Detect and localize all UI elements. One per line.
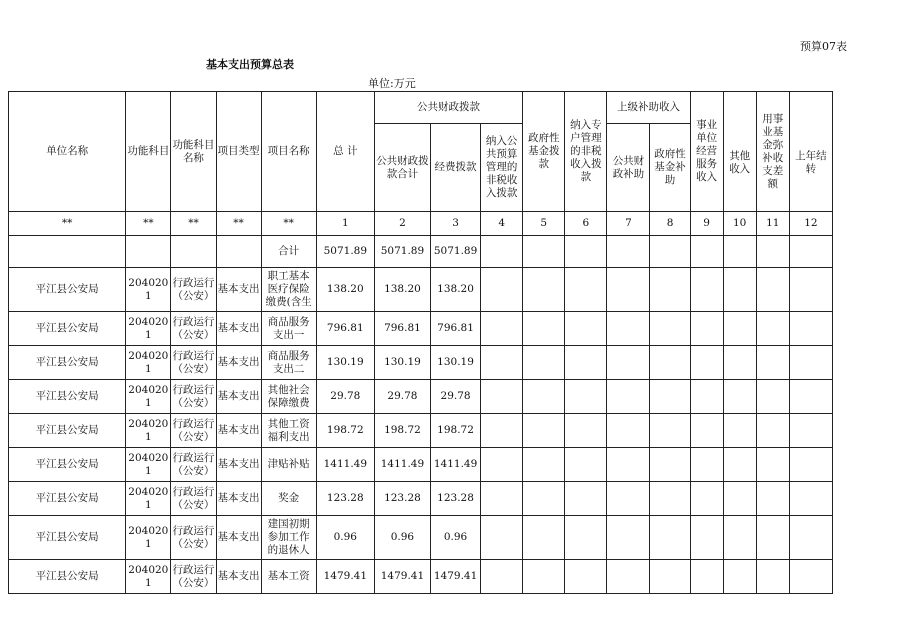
row-total: 130.19 — [316, 346, 374, 380]
table-row — [9, 448, 833, 482]
row-empty-cell — [565, 414, 607, 448]
row-item-type: 基本支出 — [216, 482, 261, 516]
header-unit-name: 单位名称 — [9, 92, 126, 212]
row-empty-cell — [789, 482, 832, 516]
row-empty-cell — [481, 346, 523, 380]
row-item-type: 基本支出 — [216, 380, 261, 414]
row-func-name: 行政运行（公安） — [171, 448, 216, 482]
row-empty-cell — [565, 312, 607, 346]
row-item-name: 职工基本医疗保险缴费(含生 — [261, 268, 316, 312]
form-number: 预算07表 — [800, 40, 847, 53]
row-empty-cell — [523, 448, 565, 482]
row-unit-name: 平江县公安局 — [9, 312, 126, 346]
total-amount: 5071.89 — [316, 236, 374, 268]
row-empty-cell — [565, 346, 607, 380]
row-item-type: 基本支出 — [216, 268, 261, 312]
row-op-fund: 1479.41 — [431, 560, 481, 594]
header-gov-fund: 政府性基金拨款 — [523, 92, 565, 212]
row-empty-cell — [723, 312, 756, 346]
row-total: 0.96 — [316, 516, 374, 560]
table-row — [9, 268, 833, 312]
row-op-fund: 0.96 — [431, 516, 481, 560]
index-cell: 10 — [723, 212, 756, 236]
row-empty-cell — [789, 448, 832, 482]
row-item-type: 基本支出 — [216, 560, 261, 594]
index-cell: ** — [216, 212, 261, 236]
row-empty-cell — [650, 448, 690, 482]
header-public-finance: 公共财政拨款 — [374, 92, 522, 124]
row-empty-cell — [481, 268, 523, 312]
header-item-name: 项目名称 — [261, 92, 316, 212]
table-row — [9, 346, 833, 380]
budget-table — [8, 91, 833, 594]
header-other-income: 其他收入 — [723, 92, 756, 212]
row-pf-total: 138.20 — [374, 268, 430, 312]
header-public-finance-total: 公共财政拨款合计 — [374, 124, 430, 212]
row-empty-cell — [523, 346, 565, 380]
row-item-type: 基本支出 — [216, 448, 261, 482]
page-title: 基本支出预算总表 — [206, 58, 294, 71]
row-empty-cell — [650, 560, 690, 594]
row-empty-cell — [565, 268, 607, 312]
row-empty-cell — [565, 560, 607, 594]
row-empty-cell — [481, 448, 523, 482]
row-empty-cell — [789, 346, 832, 380]
unit-label: 单位:万元 — [368, 77, 416, 90]
row-func-code: 2040201 — [126, 414, 171, 448]
row-empty-cell — [650, 380, 690, 414]
row-func-name: 行政运行（公安） — [171, 346, 216, 380]
row-empty-cell — [607, 414, 650, 448]
index-cell: 3 — [431, 212, 481, 236]
row-pf-total: 29.78 — [374, 380, 430, 414]
row-func-name: 行政运行（公安） — [171, 482, 216, 516]
header-func-code: 功能科目 — [126, 92, 171, 212]
row-func-name: 行政运行（公安） — [171, 560, 216, 594]
row-empty-cell — [481, 482, 523, 516]
row-total: 198.72 — [316, 414, 374, 448]
row-func-name: 行政运行（公安） — [171, 380, 216, 414]
row-empty-cell — [690, 560, 723, 594]
total-label: 合计 — [261, 236, 316, 268]
row-total: 29.78 — [316, 380, 374, 414]
table-row — [9, 414, 833, 448]
row-op-fund: 138.20 — [431, 268, 481, 312]
row-empty-cell — [565, 482, 607, 516]
row-empty-cell — [756, 312, 789, 346]
row-empty-cell — [481, 312, 523, 346]
row-unit-name: 平江县公安局 — [9, 380, 126, 414]
row-total: 796.81 — [316, 312, 374, 346]
row-unit-name: 平江县公安局 — [9, 516, 126, 560]
row-empty-cell — [650, 516, 690, 560]
index-cell: 7 — [607, 212, 650, 236]
row-empty-cell — [789, 312, 832, 346]
header-superior-subsidy: 上级补助收入 — [607, 92, 690, 124]
row-empty-cell — [723, 414, 756, 448]
row-func-name: 行政运行（公安） — [171, 312, 216, 346]
header-operating-fund: 经费拨款 — [431, 124, 481, 212]
row-empty-cell — [607, 560, 650, 594]
row-total: 123.28 — [316, 482, 374, 516]
index-cell: 2 — [374, 212, 430, 236]
index-cell: 8 — [650, 212, 690, 236]
row-empty-cell — [723, 268, 756, 312]
row-unit-name: 平江县公安局 — [9, 482, 126, 516]
row-empty-cell — [756, 414, 789, 448]
table-row — [9, 312, 833, 346]
row-empty-cell — [690, 312, 723, 346]
row-item-type: 基本支出 — [216, 516, 261, 560]
table-row — [9, 516, 833, 560]
row-item-type: 基本支出 — [216, 414, 261, 448]
row-op-fund: 198.72 — [431, 414, 481, 448]
header-prev-year: 上年结转 — [789, 92, 832, 212]
row-empty-cell — [756, 448, 789, 482]
row-func-code: 2040201 — [126, 312, 171, 346]
row-empty-cell — [523, 516, 565, 560]
index-cell: 5 — [523, 212, 565, 236]
total-row — [9, 236, 833, 268]
row-empty-cell — [723, 448, 756, 482]
header-superior-gov-fund: 政府性基金补助 — [650, 124, 690, 212]
row-pf-total: 123.28 — [374, 482, 430, 516]
header-superior-public: 公共财政补助 — [607, 124, 650, 212]
row-empty-cell — [523, 482, 565, 516]
row-empty-cell — [607, 516, 650, 560]
row-empty-cell — [650, 312, 690, 346]
header-fund-makeup: 用事业基金弥补收支差额 — [756, 92, 789, 212]
row-item-name: 奖金 — [261, 482, 316, 516]
row-empty-cell — [607, 482, 650, 516]
row-empty-cell — [650, 346, 690, 380]
header-total: 总 计 — [316, 92, 374, 212]
header-special-nontax: 纳入专户管理的非税收入拨款 — [565, 92, 607, 212]
row-empty-cell — [723, 560, 756, 594]
row-empty-cell — [756, 516, 789, 560]
row-pf-total: 796.81 — [374, 312, 430, 346]
row-empty-cell — [523, 560, 565, 594]
row-empty-cell — [789, 516, 832, 560]
row-empty-cell — [481, 560, 523, 594]
header-nontax-budget: 纳入公共预算管理的非税收入拨款 — [481, 124, 523, 212]
header-business-income: 事业单位经营服务收入 — [690, 92, 723, 212]
row-empty-cell — [723, 482, 756, 516]
row-op-fund: 130.19 — [431, 346, 481, 380]
row-func-code: 2040201 — [126, 482, 171, 516]
row-empty-cell — [690, 346, 723, 380]
row-empty-cell — [607, 346, 650, 380]
row-empty-cell — [756, 560, 789, 594]
row-empty-cell — [690, 482, 723, 516]
row-empty-cell — [607, 312, 650, 346]
index-cell: 4 — [481, 212, 523, 236]
row-empty-cell — [565, 380, 607, 414]
row-func-code: 2040201 — [126, 346, 171, 380]
row-total: 1479.41 — [316, 560, 374, 594]
row-empty-cell — [607, 380, 650, 414]
row-empty-cell — [789, 560, 832, 594]
row-empty-cell — [481, 414, 523, 448]
row-empty-cell — [789, 380, 832, 414]
row-unit-name: 平江县公安局 — [9, 560, 126, 594]
row-unit-name: 平江县公安局 — [9, 346, 126, 380]
row-empty-cell — [690, 516, 723, 560]
row-empty-cell — [565, 448, 607, 482]
row-empty-cell — [756, 380, 789, 414]
row-empty-cell — [523, 414, 565, 448]
row-func-code: 2040201 — [126, 560, 171, 594]
row-unit-name: 平江县公安局 — [9, 448, 126, 482]
row-op-fund: 796.81 — [431, 312, 481, 346]
row-unit-name: 平江县公安局 — [9, 268, 126, 312]
row-empty-cell — [690, 380, 723, 414]
row-func-name: 行政运行（公安） — [171, 414, 216, 448]
header-func-name: 功能科目名称 — [171, 92, 216, 212]
row-empty-cell — [756, 268, 789, 312]
header-item-type: 项目类型 — [216, 92, 261, 212]
row-empty-cell — [650, 414, 690, 448]
index-row — [9, 212, 833, 236]
row-op-fund: 123.28 — [431, 482, 481, 516]
row-empty-cell — [789, 414, 832, 448]
row-empty-cell — [481, 380, 523, 414]
row-item-type: 基本支出 — [216, 346, 261, 380]
row-item-name: 商品服务支出二 — [261, 346, 316, 380]
row-empty-cell — [690, 448, 723, 482]
table-row — [9, 482, 833, 516]
row-empty-cell — [690, 268, 723, 312]
row-total: 138.20 — [316, 268, 374, 312]
index-cell: 9 — [690, 212, 723, 236]
row-item-name: 商品服务支出一 — [261, 312, 316, 346]
row-item-name: 建国初期参加工作的退休人 — [261, 516, 316, 560]
row-empty-cell — [723, 380, 756, 414]
row-pf-total: 0.96 — [374, 516, 430, 560]
row-empty-cell — [607, 448, 650, 482]
row-item-name: 津贴补贴 — [261, 448, 316, 482]
index-cell: ** — [126, 212, 171, 236]
row-func-code: 2040201 — [126, 516, 171, 560]
row-empty-cell — [523, 312, 565, 346]
row-item-type: 基本支出 — [216, 312, 261, 346]
row-op-fund: 29.78 — [431, 380, 481, 414]
row-pf-total: 1479.41 — [374, 560, 430, 594]
row-func-code: 2040201 — [126, 380, 171, 414]
row-func-code: 2040201 — [126, 448, 171, 482]
index-cell: 6 — [565, 212, 607, 236]
row-op-fund: 1411.49 — [431, 448, 481, 482]
row-pf-total: 198.72 — [374, 414, 430, 448]
row-empty-cell — [723, 346, 756, 380]
row-empty-cell — [756, 482, 789, 516]
row-empty-cell — [789, 268, 832, 312]
row-empty-cell — [565, 516, 607, 560]
table-row — [9, 560, 833, 594]
row-empty-cell — [481, 516, 523, 560]
total-pf-total: 5071.89 — [374, 236, 430, 268]
row-empty-cell — [607, 268, 650, 312]
row-empty-cell — [756, 346, 789, 380]
row-func-name: 行政运行（公安） — [171, 268, 216, 312]
index-cell: 11 — [756, 212, 789, 236]
index-cell: ** — [261, 212, 316, 236]
index-cell: 12 — [789, 212, 832, 236]
index-cell: 1 — [316, 212, 374, 236]
row-item-name: 其他工资福利支出 — [261, 414, 316, 448]
row-empty-cell — [523, 268, 565, 312]
row-total: 1411.49 — [316, 448, 374, 482]
row-item-name: 其他社会保障缴费 — [261, 380, 316, 414]
row-func-name: 行政运行（公安） — [171, 516, 216, 560]
row-empty-cell — [650, 482, 690, 516]
index-cell: ** — [171, 212, 216, 236]
row-empty-cell — [523, 380, 565, 414]
index-cell: ** — [9, 212, 126, 236]
row-pf-total: 1411.49 — [374, 448, 430, 482]
row-empty-cell — [650, 268, 690, 312]
row-empty-cell — [723, 516, 756, 560]
row-func-code: 2040201 — [126, 268, 171, 312]
row-unit-name: 平江县公安局 — [9, 414, 126, 448]
row-item-name: 基本工资 — [261, 560, 316, 594]
row-pf-total: 130.19 — [374, 346, 430, 380]
row-empty-cell — [690, 414, 723, 448]
table-row — [9, 380, 833, 414]
total-op-fund: 5071.89 — [431, 236, 481, 268]
